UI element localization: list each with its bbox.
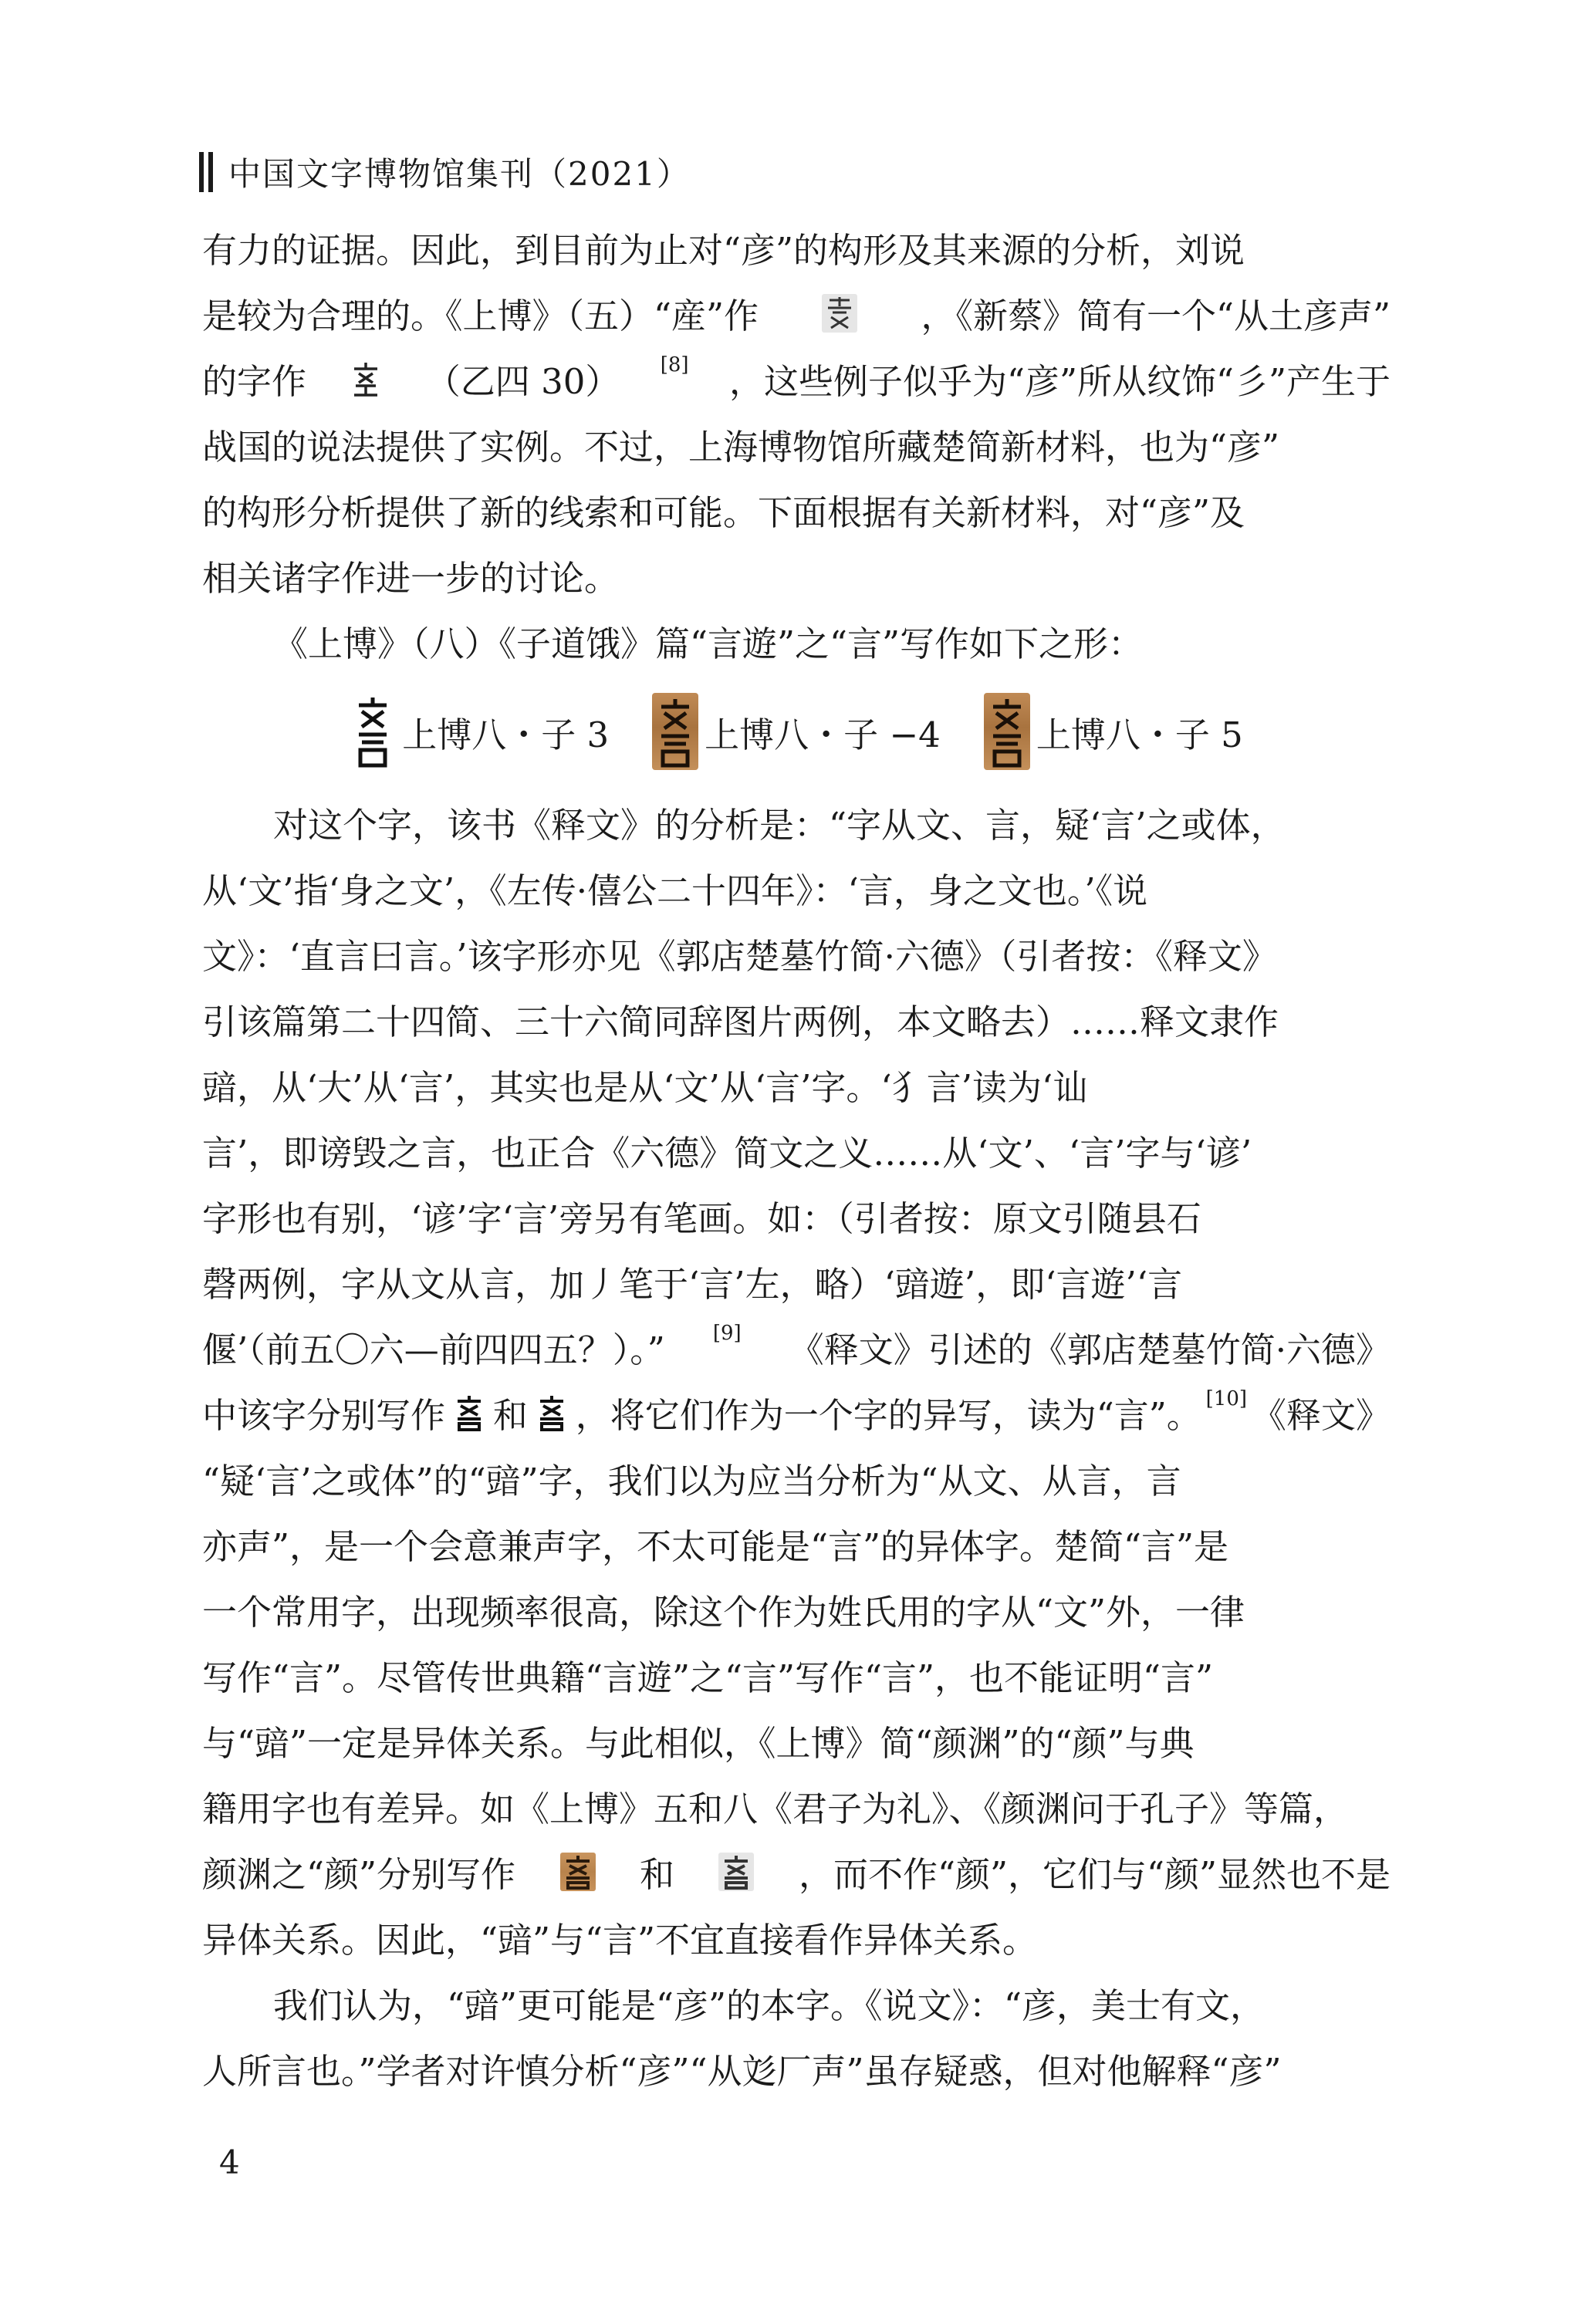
text-line: 与“䜾”一定是异体关系。与此相似，《上博》简“颜渊”的“颜”与典 [202,1723,1195,1764]
glyph-exemplar [350,693,609,770]
shangbo-yan-variant-glyph-icon [718,1853,754,1891]
text-line: 偃’（前五〇六—前四四五？）。” [9] 《释文》引述的《郭店楚墓竹简·六德》 [202,1321,1391,1370]
journal-title: 中国文字博物馆集刊（2021） [228,155,691,193]
footnote-ref: [9] [712,1321,742,1345]
text-line: 的字作 （乙四 30） [8] ，这些例子似乎为“彦”所从纹饰“彡”产生于 [202,353,1391,402]
shangbo-zi-5-glyph-icon [984,693,1030,770]
header-bars [199,152,213,192]
footnote-ref: [8] [660,353,689,377]
article-body [202,214,1391,2101]
bamboo-slip-chan-glyph-icon [822,294,857,333]
text-line: 从‘文’指‘身之文’，《左传·僖公二十四年》：‘言，身之文也。’《说 [202,870,1148,911]
text-line: 的构形分析提供了新的线索和可能。下面根据有关新材料，对“彦”及 [202,492,1245,533]
shangbo-zi-4-glyph-icon [652,693,698,770]
text-line: 中该字分别写作 和 ，将它们作为一个字的异写，读为“言”。 [10] 《释文》 [202,1387,1391,1436]
text-line: 战国的说法提供了实例。不过，上海博物馆所藏楚简新材料，也为“彦” [202,427,1280,468]
exemplar-label: 上博八・子 3 [402,714,610,755]
xincai-tu-yan-glyph-icon [348,360,384,398]
text-line: “疑‘言’之或体”的“䜾”字，我们以为应当分析为“从文、从言，言 [202,1461,1181,1501]
running-header [199,151,691,193]
text-line: 有力的证据。因此，到目前为止对“彦”的构形及其来源的分析，刘说 [202,230,1245,271]
text-line: 异体关系。因此，“䜾”与“言”不宜直接看作异体关系。 [202,1920,1038,1961]
exemplar-label: 上博八・子 −4 [705,714,941,755]
text-line: 䜾，从‘大’从‘言’，其实也是从‘文’从‘言’字。‘犭言’读为‘讪 [202,1067,1088,1108]
glyph-exemplar-row [202,674,1391,789]
footnote-ref: [10] [1205,1387,1248,1410]
exemplar-label: 上博八・子 5 [1036,714,1243,755]
page-number: 4 [219,2143,240,2181]
text-line: 一个常用字，出现频率很高，除这个作为姓氏用的字从“文”外，一律 [202,1592,1245,1633]
shangbo-yan-glyph-icon [560,1853,596,1891]
text-line: 字形也有别，‘谚’字‘言’旁另有笔画。如：（引者按：原文引随县石 [202,1198,1201,1239]
glyph-exemplar [652,693,941,770]
guodian-yan-glyph-icon [451,1393,487,1432]
text-line: 写作“言”。尽管传世典籍“言遊”之“言”写作“言”，也不能证明“言” [202,1657,1214,1698]
guodian-yan-variant-glyph-icon [534,1393,569,1432]
text-line: 籍用字也有差异。如《上博》五和八《君子为礼》、《颜渊问于孔子》等篇， [202,1789,1349,1829]
text-line: 颜渊之“颜”分别写作 和 ，而不作“颜”，它们与“颜”显然也不是 [202,1839,1391,1904]
text-line: 磬两例，字从文从言，加丿笔于‘言’左，略）‘䜾遊’，即‘言遊’‘言 [202,1264,1183,1305]
text-line: 亦声”，是一个会意兼声字，不太可能是“言”的异体字。楚简“言”是 [202,1526,1229,1567]
text-line: 相关诸字作进一步的讨论。 [202,558,620,599]
glyph-exemplar [984,693,1243,770]
text-line: 《上博》（八）《子道饿》篇“言遊”之“言”写作如下之形： [273,623,1144,664]
text-line: 是较为合理的。《上博》（五）“産”作 ，《新蔡》简有一个“从土彦声” [202,280,1391,346]
text-line: 对这个字，该书《释文》的分析是：“字从文、言，疑‘言’之或体， [273,805,1286,846]
text-line: 言’，即谤毁之言，也正合《六德》简文之义……从‘文’、‘言’字与‘谚’ [202,1133,1252,1174]
text-line: 文》：‘直言曰言。’该字形亦见《郭店楚墓竹简·六德》（引者按：《释文》 [202,936,1277,977]
text-line: 我们认为，“䜾”更可能是“彦”的本字。《说文》：“彦，美士有文， [273,1985,1266,2026]
text-line: 人所言也。”学者对许慎分析“彦”“从彣厂声”虽存疑惑，但对他解释“彦” [202,2051,1282,2092]
shangbo-zi-3-glyph-icon [350,693,396,770]
text-line: 引该篇第二十四简、三十六简同辞图片两例，本文略去）……释文隶作 [202,1002,1279,1042]
